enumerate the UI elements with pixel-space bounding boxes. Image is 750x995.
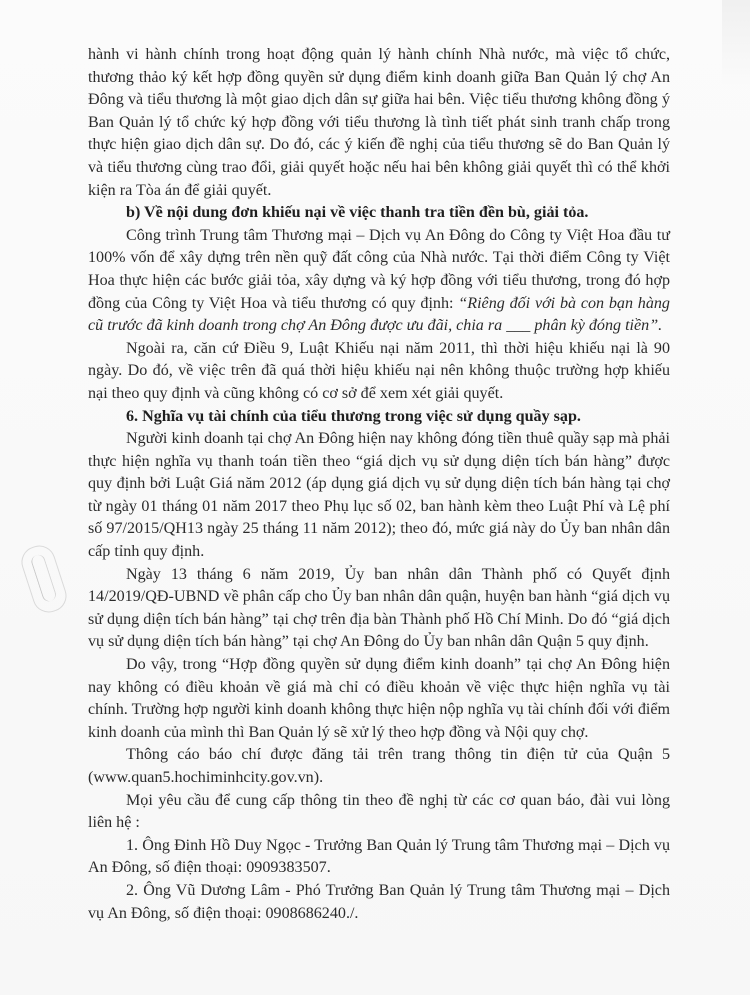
document-body bbox=[88, 44, 670, 925]
paragraph-contact-request: Mọi yêu cầu để cung cấp thông tin theo đề nghị từ các cơ quan báo, đài vui lòng liên hệ : bbox=[88, 791, 670, 832]
contract-quoted-provision: “Riêng đối với bà con bạn hàng cũ trước đã kinh doanh trong chợ An Đông được ưu đãi, chia ra ___ phân kỳ đóng tiền”. bbox=[88, 294, 670, 335]
paragraph-construction-background bbox=[88, 225, 670, 338]
paragraph-contract-terms: Do vậy, trong “Hợp đồng quyền sử dụng điểm kinh doanh” tại chợ An Đông hiện nay không có điều khoản về giá mà chỉ có điều khoản về việc thực hiện nghĩa vụ tài chính. Trường hợp người kinh doanh không thực hiện nộp nghĩa vụ tài chính đối với điểm kinh doanh của mình thì Ban Quản lý sẽ xử lý theo hợp đồng và Nội quy chợ. bbox=[88, 656, 670, 741]
section-heading-compensation-complaint: b) Về nội dung đơn khiếu nại về việc thanh tra tiền đền bù, giải tỏa. bbox=[126, 204, 589, 222]
contact-item-1: 1. Ông Đinh Hồ Duy Ngọc - Trưởng Ban Quản lý Trung tâm Thương mại – Dịch vụ An Đông, số điện thoại: 0909383507. bbox=[88, 836, 670, 877]
contact-item-2: 2. Ông Vũ Dương Lâm - Phó Trưởng Ban Quản lý Trung tâm Thương mại – Dịch vụ An Đông, số điện thoại: 0908686240./. bbox=[88, 881, 670, 922]
paragraph-city-decision: Ngày 13 tháng 6 năm 2019, Ủy ban nhân dân Thành phố có Quyết định 14/2019/QĐ-UBND về phân cấp cho Ủy ban nhân dân quận, huyện ban hành “giá dịch vụ sử dụng diện tích bán hàng” tại chợ trên địa bàn Thành phố Hồ Chí Minh. Do đó “giá dịch vụ sử dụng diện tích bán hàng” tại chợ An Đông do Ủy ban nhân dân Quận 5 quy định. bbox=[88, 565, 670, 651]
page-corner-shadow bbox=[722, 0, 750, 85]
paragraph-payment-obligation: Người kinh doanh tại chợ An Đông hiện nay không đóng tiền thuê quầy sạp mà phải thực hiện nghĩa vụ thanh toán tiền theo “giá dịch vụ sử dụng diện tích bán hàng” được quy định bởi Luật Giá năm 2012 (áp dụng giá dịch vụ sử dụng diện tích bán hàng tại chợ từ ngày 01 tháng 01 năm 2017 theo Phụ lục số 02, ban hành kèm theo Luật Phí và Lệ phí số 97/2015/QH13 ngày 25 tháng 11 năm 2012); theo đó, mức giá này do Ủy ban nhân dân cấp tỉnh quy định. bbox=[88, 430, 670, 561]
stamp-border bbox=[30, 553, 58, 603]
faint-side-stamp bbox=[17, 541, 70, 616]
paragraph-complaint-limitation: Ngoài ra, căn cứ Điều 9, Luật Khiếu nại năm 2011, thì thời hiệu khiếu nại là 90 ngày. Do đó, về việc trên đã quá thời hiệu khiếu nại nên không thuộc trường hợp khiếu nại theo quy định và cũng không có cơ sở để xem xét giải quyết. bbox=[88, 339, 670, 402]
section-heading-financial-obligation: 6. Nghĩa vụ tài chính của tiểu thương trong việc sử dụng quầy sạp. bbox=[126, 407, 581, 425]
construction-background-text: Công trình Trung tâm Thương mại – Dịch vụ An Đông do Công ty Việt Hoa đầu tư 100% vốn để xây dựng trên nền quỹ đất công của Nhà nước. Tại thời điểm Công ty Việt Hoa thực hiện các bước giải tỏa, xây dựng và ký hợp đồng với tiểu thương, trong đó hợp đồng của Công ty Việt Hoa và tiểu thương có quy định: bbox=[88, 226, 670, 312]
paragraph-press-release: Thông cáo báo chí được đăng tải trên trang thông tin điện tử của Quận 5 (www.quan5.hochiminhcity.gov.vn). bbox=[88, 746, 670, 786]
paragraph-civil-transaction: hành vi hành chính trong hoạt động quản lý hành chính Nhà nước, mà việc tổ chức, thương thảo ký kết hợp đồng quyền sử dụng điểm kinh doanh giữa Ban Quản lý chợ An Đông và tiểu thương là một giao dịch dân sự giữa hai bên. Việc tiểu thương không đồng ý Ban Quản lý tổ chức ký hợp đồng với tiểu thương là tình tiết phát sinh tranh chấp trong thực hiện giao dịch dân sự. Do đó, các ý kiến đề nghị của tiểu thương sẽ do Ban Quản lý và tiểu thương cùng trao đổi, giải quyết hoặc nếu hai bên không giải quyết thì có thể khởi kiện ra Tòa án để giải quyết. bbox=[88, 46, 670, 199]
